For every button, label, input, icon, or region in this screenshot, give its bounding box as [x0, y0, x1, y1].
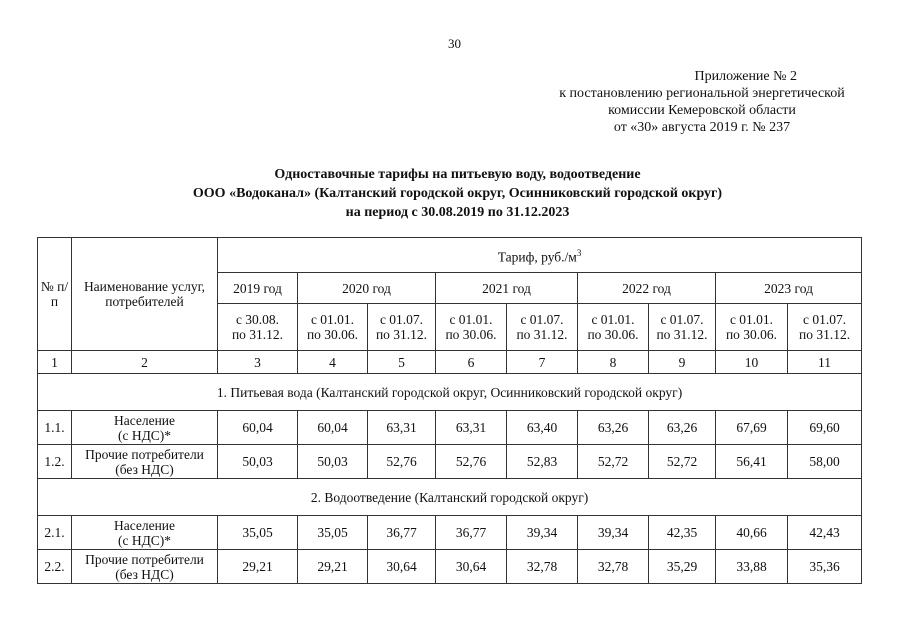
- period-line: по 31.12.: [375, 327, 428, 342]
- column-numbers-row: [38, 351, 862, 374]
- row-number: 2.1.: [38, 516, 72, 550]
- appendix-line: к постановлению региональной энергетической: [559, 86, 845, 101]
- row-name: [72, 411, 218, 445]
- row-name: [72, 550, 218, 584]
- tariff-value: 39,34: [578, 516, 649, 550]
- tariff-value: 60,04: [298, 411, 368, 445]
- tariff-value: 32,78: [507, 550, 578, 584]
- header-period: [436, 304, 507, 351]
- column-number: 11: [788, 351, 862, 374]
- header-period: [578, 304, 649, 351]
- appendix-line: от «30» августа 2019 г. № 237: [613, 120, 791, 135]
- tariff-value: 32,78: [578, 550, 649, 584]
- table-row: [38, 516, 862, 550]
- appendix-block: [537, 68, 867, 136]
- tariff-value: 67,69: [716, 411, 788, 445]
- page-number: 30: [448, 36, 461, 51]
- header-period: [788, 304, 862, 351]
- column-number: 6: [436, 351, 507, 374]
- appendix-line: Приложение № 2: [694, 69, 797, 84]
- tariff-value: 35,05: [298, 516, 368, 550]
- tariff-value: 63,40: [507, 411, 578, 445]
- period-line: с 01.01.: [449, 312, 493, 327]
- table-row: [38, 445, 862, 479]
- tariff-value: 63,31: [436, 411, 507, 445]
- header-row-tariff: [38, 238, 862, 273]
- section-row: [38, 374, 862, 411]
- column-number: 5: [368, 351, 436, 374]
- period-line: с 30.08.: [235, 312, 280, 327]
- header-period: [368, 304, 436, 351]
- period-line: по 30.06.: [306, 327, 359, 342]
- period-line: с 01.07.: [379, 312, 424, 327]
- table-row: [38, 550, 862, 584]
- period-line: с 01.01.: [310, 312, 355, 327]
- tariff-value: 29,21: [218, 550, 298, 584]
- tariff-value: 56,41: [716, 445, 788, 479]
- period-line: с 01.01.: [729, 312, 774, 327]
- section-title: 1. Питьевая вода (Калтанский городской округ, Осинниковский городской округ): [38, 374, 862, 411]
- period-line: по 30.06.: [725, 327, 778, 342]
- header-year: 2023 год: [716, 273, 862, 304]
- title-line: на период с 30.08.2019 по 31.12.2023: [345, 205, 570, 220]
- period-line: по 31.12.: [516, 327, 568, 342]
- tariff-table: [37, 237, 862, 584]
- tariff-value: 50,03: [218, 445, 298, 479]
- tariff-value: 33,88: [716, 550, 788, 584]
- header-year: 2020 год: [298, 273, 436, 304]
- tariff-value: 63,26: [578, 411, 649, 445]
- period-line: по 31.12.: [656, 327, 708, 342]
- header-name: Наименование услуг, потребителей: [72, 238, 218, 351]
- period-line: с 01.07.: [660, 312, 704, 327]
- tariff-value: 35,36: [788, 550, 862, 584]
- tariff-value: 52,72: [649, 445, 716, 479]
- tariff-value: 52,83: [507, 445, 578, 479]
- header-period: [716, 304, 788, 351]
- title-line: ООО «Водоканал» (Калтанский городской округ, Осинниковский городской округ): [192, 186, 723, 201]
- header-year: 2021 год: [436, 273, 578, 304]
- header-period: [218, 304, 298, 351]
- tariff-value: 52,72: [578, 445, 649, 479]
- row-number: 2.2.: [38, 550, 72, 584]
- table-row: [38, 411, 862, 445]
- tariff-value: 35,05: [218, 516, 298, 550]
- tariff-value: 30,64: [368, 550, 436, 584]
- tariff-value: 63,26: [649, 411, 716, 445]
- header-tariff-label: Тариф, руб./м: [497, 249, 577, 265]
- tariff-value: 36,77: [436, 516, 507, 550]
- header-tariff-sup: 3: [576, 247, 582, 258]
- tariff-value: 40,66: [716, 516, 788, 550]
- period-line: по 30.06.: [587, 327, 639, 342]
- row-name-line: (без НДС): [115, 566, 174, 582]
- period-line: с 01.01.: [591, 312, 635, 327]
- section-row: [38, 479, 862, 516]
- period-line: по 31.12.: [799, 327, 851, 342]
- column-number: 7: [507, 351, 578, 374]
- tariff-value: 69,60: [788, 411, 862, 445]
- column-number: 2: [72, 351, 218, 374]
- row-name-line: Прочие потребители: [85, 446, 204, 462]
- column-number: 1: [38, 351, 72, 374]
- column-number: 8: [578, 351, 649, 374]
- document-title: [0, 165, 905, 222]
- row-name-line: (без НДС): [115, 461, 174, 477]
- period-line: с 01.07.: [802, 312, 847, 327]
- period-line: по 31.12.: [231, 327, 284, 342]
- row-name-line: (с НДС)*: [117, 532, 172, 548]
- row-name-line: Население: [113, 412, 176, 428]
- tariff-value: 42,35: [649, 516, 716, 550]
- row-name-line: Прочие потребители: [85, 551, 204, 567]
- period-line: с 01.07.: [520, 312, 564, 327]
- tariff-value: 35,29: [649, 550, 716, 584]
- header-tariff: [218, 238, 862, 273]
- row-name-line: Население: [113, 517, 176, 533]
- header-period: [298, 304, 368, 351]
- title-line: Одноставочные тарифы на питьевую воду, водоотведение: [274, 167, 641, 182]
- tariff-value: 52,76: [436, 445, 507, 479]
- column-number: 3: [218, 351, 298, 374]
- column-number: 10: [716, 351, 788, 374]
- column-number: 4: [298, 351, 368, 374]
- row-name-line: (с НДС)*: [117, 427, 172, 443]
- section-title: 2. Водоотведение (Калтанский городской округ): [38, 479, 862, 516]
- row-name: [72, 445, 218, 479]
- period-line: по 30.06.: [445, 327, 497, 342]
- header-num: № п/п: [38, 238, 72, 351]
- tariff-value: 30,64: [436, 550, 507, 584]
- column-number: 9: [649, 351, 716, 374]
- header-year: 2019 год: [218, 273, 298, 304]
- header-period: [649, 304, 716, 351]
- tariff-value: 52,76: [368, 445, 436, 479]
- row-number: 1.2.: [38, 445, 72, 479]
- tariff-value: 39,34: [507, 516, 578, 550]
- tariff-value: 42,43: [788, 516, 862, 550]
- tariff-value: 63,31: [368, 411, 436, 445]
- header-year: 2022 год: [578, 273, 716, 304]
- row-name: [72, 516, 218, 550]
- appendix-line: комиссии Кемеровской области: [608, 103, 796, 118]
- header-period: [507, 304, 578, 351]
- row-number: 1.1.: [38, 411, 72, 445]
- tariff-value: 58,00: [788, 445, 862, 479]
- tariff-value: 60,04: [218, 411, 298, 445]
- tariff-value: 36,77: [368, 516, 436, 550]
- tariff-value: 50,03: [298, 445, 368, 479]
- tariff-value: 29,21: [298, 550, 368, 584]
